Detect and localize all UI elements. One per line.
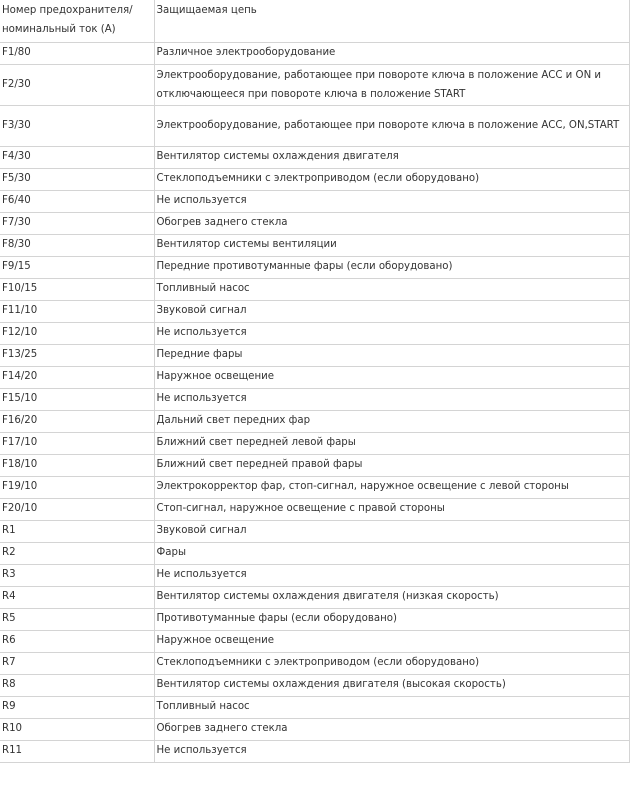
table-row — [0, 322, 630, 344]
table-row — [0, 300, 630, 322]
table-row — [0, 212, 630, 234]
fuse-number-cell: F2/30 — [0, 64, 154, 105]
table-row — [0, 388, 630, 410]
protected-circuit-cell: Наружное освещение — [154, 366, 630, 388]
table-row — [0, 64, 630, 105]
protected-circuit-cell: Передние противотуманные фары (если оборудовано) — [154, 256, 630, 278]
protected-circuit-cell: Электрокорректор фар, стоп-сигнал, наружное освещение с левой стороны — [154, 476, 630, 498]
fuse-number-cell: R6 — [0, 630, 154, 652]
fuse-number-cell: F17/10 — [0, 432, 154, 454]
protected-circuit-cell: Различное электрооборудование — [154, 42, 630, 64]
table-row — [0, 256, 630, 278]
fuse-number-cell: F4/30 — [0, 146, 154, 168]
table-row — [0, 146, 630, 168]
table-row — [0, 630, 630, 652]
table-row — [0, 42, 630, 64]
table-row — [0, 344, 630, 366]
table-row — [0, 652, 630, 674]
fuse-number-cell: R10 — [0, 718, 154, 740]
protected-circuit-cell: Обогрев заднего стекла — [154, 718, 630, 740]
table-row — [0, 190, 630, 212]
protected-circuit-cell: Стеклоподъемники с электроприводом (если оборудовано) — [154, 168, 630, 190]
protected-circuit-cell: Вентилятор системы охлаждения двигателя — [154, 146, 630, 168]
fuse-number-cell: R2 — [0, 542, 154, 564]
table-row — [0, 432, 630, 454]
fuse-number-cell: R5 — [0, 608, 154, 630]
fuse-number-cell: R3 — [0, 564, 154, 586]
fuse-number-cell: F16/20 — [0, 410, 154, 432]
table-row — [0, 234, 630, 256]
table-row — [0, 696, 630, 718]
protected-circuit-cell: Вентилятор системы охлаждения двигателя (низкая скорость) — [154, 586, 630, 608]
table-row — [0, 498, 630, 520]
table-row — [0, 542, 630, 564]
header-protected-circuit: Защищаемая цепь — [154, 0, 630, 42]
protected-circuit-cell: Наружное освещение — [154, 630, 630, 652]
protected-circuit-cell: Дальний свет передних фар — [154, 410, 630, 432]
fuse-number-cell: F15/10 — [0, 388, 154, 410]
protected-circuit-cell: Не используется — [154, 740, 630, 762]
protected-circuit-cell: Топливный насос — [154, 696, 630, 718]
table-row — [0, 278, 630, 300]
fuse-number-cell: F3/30 — [0, 105, 154, 146]
table-row — [0, 608, 630, 630]
fuse-number-cell: R8 — [0, 674, 154, 696]
table-row — [0, 366, 630, 388]
fuse-number-cell: R9 — [0, 696, 154, 718]
protected-circuit-cell: Фары — [154, 542, 630, 564]
fuse-number-cell: F7/30 — [0, 212, 154, 234]
protected-circuit-cell: Не используется — [154, 322, 630, 344]
protected-circuit-cell: Стоп-сигнал, наружное освещение с правой стороны — [154, 498, 630, 520]
protected-circuit-cell: Противотуманные фары (если оборудовано) — [154, 608, 630, 630]
fuse-number-cell: R1 — [0, 520, 154, 542]
fuse-number-cell: F5/30 — [0, 168, 154, 190]
fuse-number-cell: F13/25 — [0, 344, 154, 366]
fuse-number-cell: F14/20 — [0, 366, 154, 388]
table-row — [0, 168, 630, 190]
table-header-row — [0, 0, 630, 42]
fuse-number-cell: F1/80 — [0, 42, 154, 64]
fuse-number-cell: F18/10 — [0, 454, 154, 476]
table-row — [0, 410, 630, 432]
table-row — [0, 718, 630, 740]
fuse-number-cell: R4 — [0, 586, 154, 608]
table-row — [0, 520, 630, 542]
header-fuse-number: Номер предохранителя/ номинальный ток (А) — [0, 0, 154, 42]
protected-circuit-cell: Не используется — [154, 388, 630, 410]
table-row — [0, 476, 630, 498]
protected-circuit-cell: Ближний свет передней левой фары — [154, 432, 630, 454]
protected-circuit-cell: Не используется — [154, 564, 630, 586]
fuse-number-cell: F19/10 — [0, 476, 154, 498]
protected-circuit-cell: Электрооборудование, работающее при повороте ключа в положение ACC и ON и отключающееся при повороте ключа в положение START — [154, 64, 630, 105]
table-row — [0, 105, 630, 146]
table-row — [0, 740, 630, 762]
protected-circuit-cell: Вентилятор системы вентиляции — [154, 234, 630, 256]
fuse-number-cell: F12/10 — [0, 322, 154, 344]
protected-circuit-cell: Вентилятор системы охлаждения двигателя (высокая скорость) — [154, 674, 630, 696]
protected-circuit-cell: Топливный насос — [154, 278, 630, 300]
protected-circuit-cell: Передние фары — [154, 344, 630, 366]
table-row — [0, 564, 630, 586]
protected-circuit-cell: Не используется — [154, 190, 630, 212]
table-row — [0, 674, 630, 696]
protected-circuit-cell: Электрооборудование, работающее при повороте ключа в положение ACC, ON,START — [154, 105, 630, 146]
protected-circuit-cell: Ближний свет передней правой фары — [154, 454, 630, 476]
protected-circuit-cell: Звуковой сигнал — [154, 300, 630, 322]
fuse-number-cell: F8/30 — [0, 234, 154, 256]
fuse-number-cell: R7 — [0, 652, 154, 674]
fuse-number-cell: F6/40 — [0, 190, 154, 212]
fuse-number-cell: F20/10 — [0, 498, 154, 520]
fuse-number-cell: R11 — [0, 740, 154, 762]
protected-circuit-cell: Обогрев заднего стекла — [154, 212, 630, 234]
protected-circuit-cell: Звуковой сигнал — [154, 520, 630, 542]
table-row — [0, 454, 630, 476]
protected-circuit-cell: Стеклоподъемники с электроприводом (если оборудовано) — [154, 652, 630, 674]
fuse-number-cell: F9/15 — [0, 256, 154, 278]
fuse-number-cell: F10/15 — [0, 278, 154, 300]
fuse-number-cell: F11/10 — [0, 300, 154, 322]
table-row — [0, 586, 630, 608]
